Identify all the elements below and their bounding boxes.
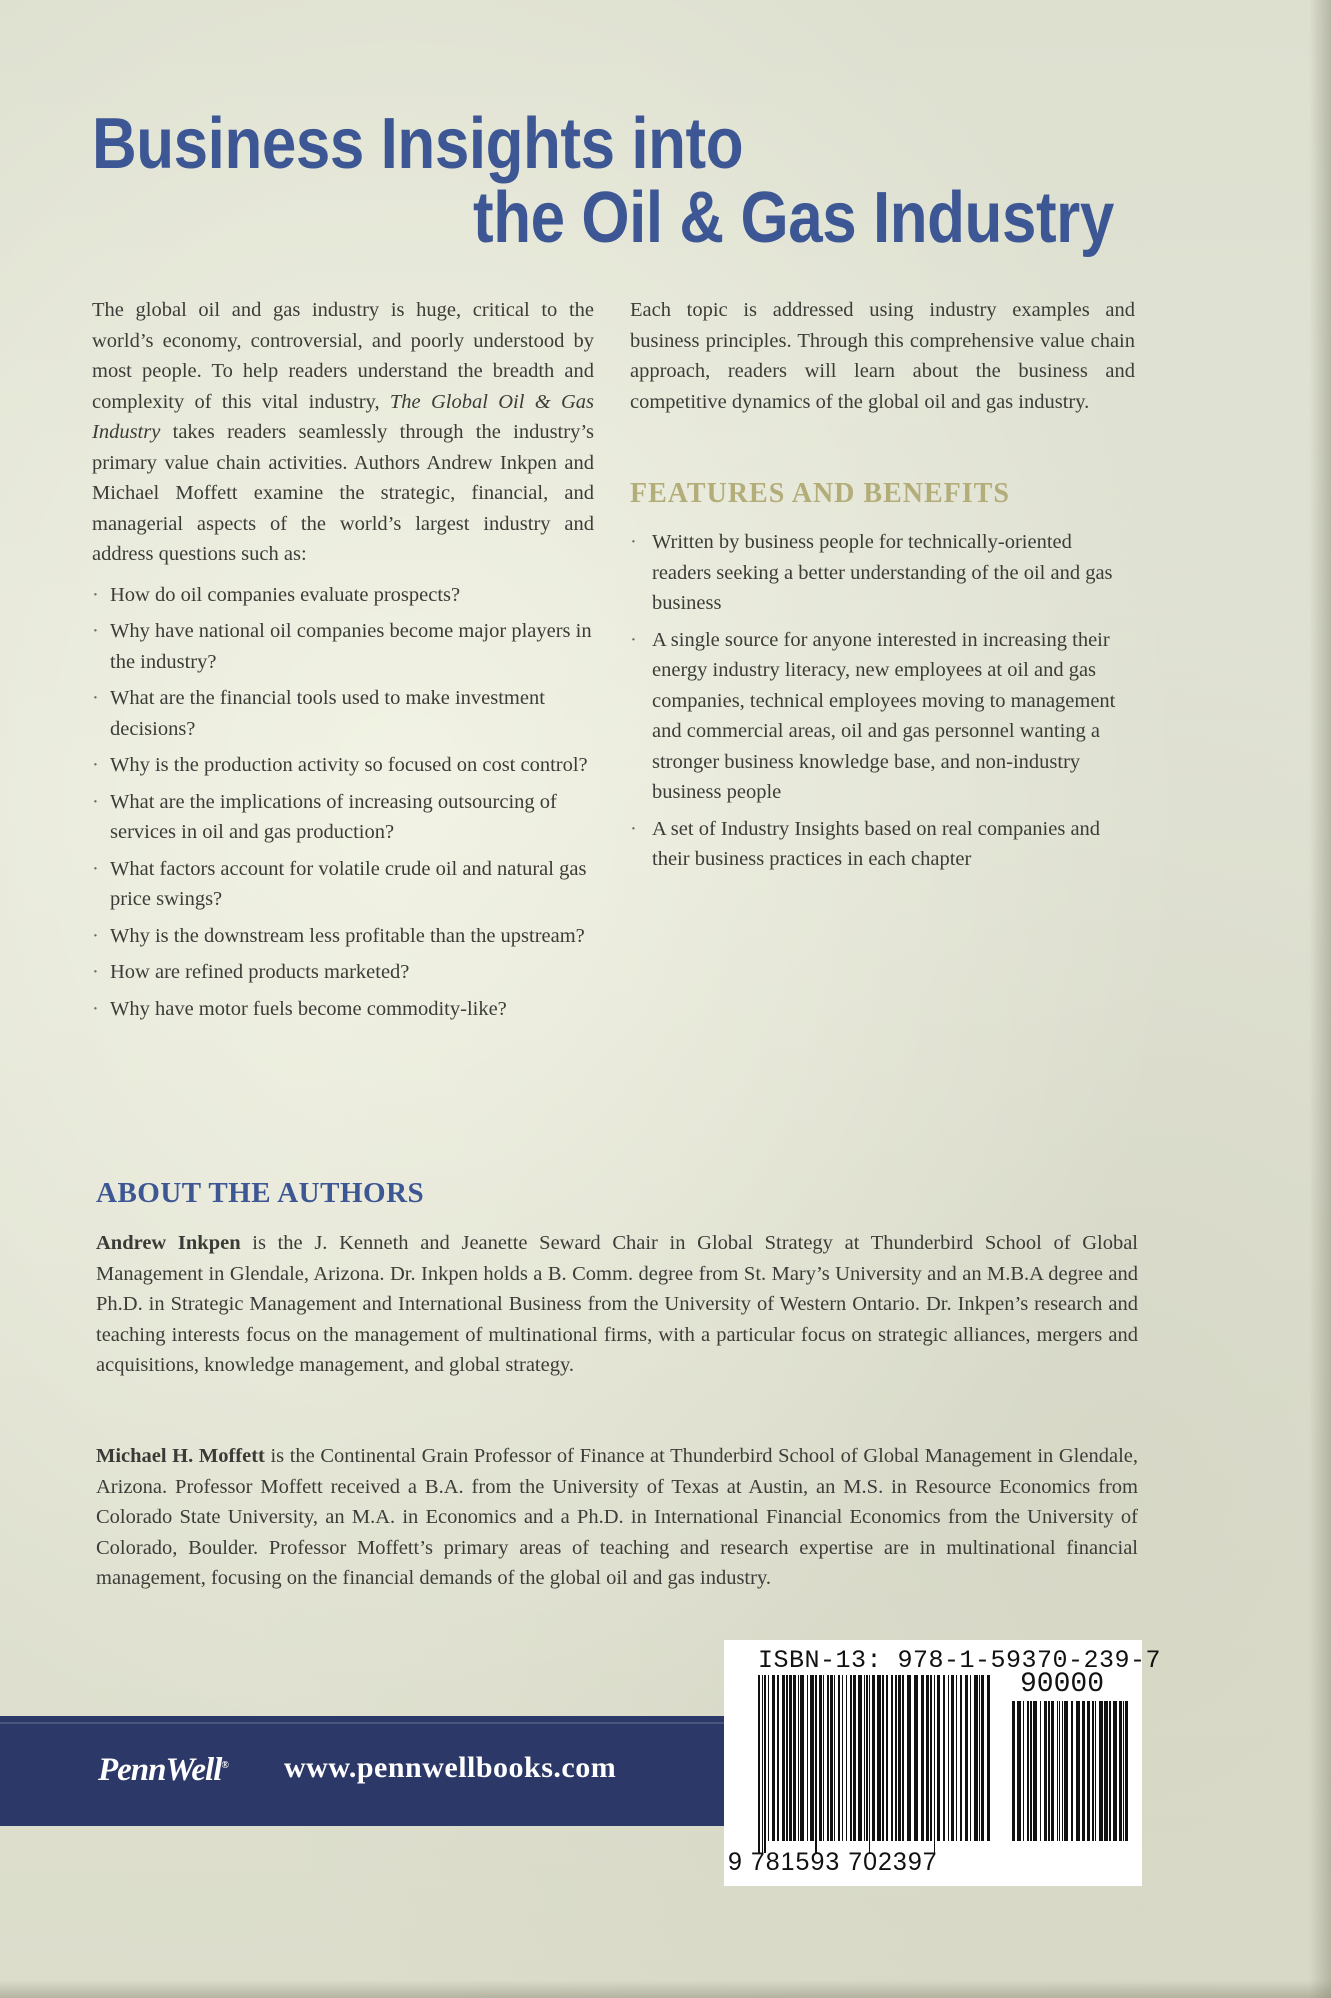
barcode-bar (842, 1675, 843, 1841)
barcode-bar (979, 1675, 980, 1841)
barcode-bar (827, 1675, 829, 1841)
question-item: · What are the financial tools used to make investment decisions? (92, 683, 594, 744)
barcode-bar (1125, 1701, 1128, 1841)
author-name: Andrew Inkpen (96, 1232, 241, 1254)
barcode-bar (1048, 1701, 1050, 1841)
barcode-bar (800, 1675, 804, 1841)
barcode-bar (1057, 1701, 1058, 1841)
barcode-bar (1092, 1701, 1094, 1841)
left-column (92, 295, 594, 1030)
barcode-bar (764, 1675, 766, 1853)
barcode-bar (951, 1675, 954, 1841)
barcode-bar (965, 1675, 968, 1841)
intro-book-title: The Global Oil & Gas Industry (92, 390, 594, 443)
barcode-bar (850, 1675, 852, 1841)
question-item: · How do oil companies evaluate prospects? (92, 580, 594, 611)
isbn-label: ISBN-13: 978-1-59370-239-7 (758, 1646, 1162, 1675)
barcode-bar (1082, 1701, 1085, 1841)
barcode-bar (914, 1675, 918, 1841)
barcode-bar (777, 1675, 779, 1841)
barcode-bar (898, 1675, 901, 1841)
barcode-bar (891, 1675, 893, 1841)
pennwell-logo-text: PennWell (98, 1752, 222, 1788)
publisher-band-highlight (0, 1722, 724, 1724)
title-line-2: the Oil & Gas Industry (473, 178, 1114, 258)
right-column (630, 295, 1135, 417)
author-bio-moffett (96, 1441, 1138, 1594)
barcode-bar (1044, 1701, 1047, 1841)
author-name: Michael H. Moffett (96, 1445, 265, 1467)
barcode-bar (834, 1675, 835, 1841)
barcode-bar (1099, 1701, 1103, 1841)
barcode-bar (1040, 1701, 1041, 1841)
barcode-bar (810, 1675, 814, 1841)
intro-paragraph (92, 295, 594, 570)
barcode-bar (974, 1675, 978, 1841)
approach-paragraph: Each topic is addressed using industry examples and business principles. Through this comprehensive value chain approach, readers will learn about the business and competitive dynamics of the global oil and gas industry. (630, 299, 1135, 413)
barcode-bar (956, 1675, 957, 1841)
barcode-bar (1109, 1701, 1111, 1841)
ean-barcode-icon (756, 1675, 994, 1853)
barcode-bar (1027, 1701, 1029, 1841)
barcode-bar (921, 1675, 924, 1841)
barcode-bar (1095, 1701, 1096, 1841)
barcode-bar (1059, 1701, 1060, 1841)
barcode-bar (823, 1675, 824, 1841)
barcode-bar (798, 1675, 799, 1841)
question-item: · Why have national oil companies become major players in the industry? (92, 616, 594, 677)
question-item: · What factors account for volatile crude oil and natural gas price swings? (92, 854, 594, 915)
question-item: · Why is the downstream less profitable than the upstream? (92, 921, 594, 952)
barcode-bar (872, 1675, 875, 1841)
barcode-bar (907, 1675, 911, 1841)
barcode-bar (762, 1675, 763, 1853)
barcode-bar (877, 1675, 881, 1841)
barcode-bar (830, 1675, 833, 1841)
barcode-bar (930, 1675, 932, 1841)
barcode-bar (869, 1675, 870, 1853)
barcode-bar (902, 1675, 904, 1841)
barcode-bar (838, 1675, 840, 1841)
question-item: · What are the implications of increasing outsourcing of services in oil and gas production? (92, 787, 594, 848)
barcode-bar (772, 1675, 775, 1841)
barcode-bar (815, 1675, 817, 1853)
barcode-bar (768, 1675, 769, 1841)
barcode-bar (960, 1675, 962, 1841)
barcode-bar (793, 1675, 796, 1841)
barcode-bar (1104, 1701, 1108, 1841)
features-heading: FEATURES AND BENEFITS (630, 478, 1010, 509)
barcode-bar (1087, 1701, 1090, 1841)
barcode-bar (1023, 1701, 1024, 1841)
barcode-bar (853, 1675, 856, 1841)
barcode-bar (1123, 1701, 1124, 1841)
barcode-bar (866, 1675, 868, 1841)
barcode-bar (886, 1675, 888, 1841)
barcode-bar (937, 1675, 940, 1841)
publisher-website-link[interactable]: www.pennwellbooks.com (284, 1751, 617, 1784)
features-list (630, 527, 1135, 881)
feature-item: · A set of Industry Insights based on real companies and their business practices in each chapter (630, 814, 1135, 875)
barcode-bar (789, 1675, 792, 1841)
barcode-bar (1062, 1701, 1063, 1841)
barcode-bar (895, 1675, 897, 1841)
barcode-bar (926, 1675, 929, 1841)
barcode-bar (1033, 1701, 1037, 1841)
barcode-bar (1071, 1701, 1073, 1841)
author-bio-inkpen (96, 1228, 1138, 1381)
author-bio-text: is the J. Kenneth and Jeanette Seward Chair in Global Strategy at Thunderbird School of Global Management in Glendale, Arizona. Dr. Inkpen holds a B. Comm. degree from St. Mary’s University and an M.B.A degree and Ph.D. in Strategic Management and International Business from the University of Western Ontario. Dr. Inkpen’s research and teaching interests focus on the management of multinational firms, with a particular focus on strategic alliances, mergers and acquisitions, knowledge management, and global strategy. (96, 1232, 1138, 1376)
barcode-bar (846, 1675, 847, 1841)
feature-item: · A single source for anyone interested in increasing their energy industry literacy, new employees at oil and gas companies, technical employees moving to management and commercial areas, oil and gas personnel wanting a stronger business knowledge base, and non-industry business people (630, 625, 1135, 808)
barcode-bar (970, 1675, 971, 1841)
barcode-bar (1064, 1701, 1068, 1841)
barcode-bar (864, 1675, 865, 1841)
barcode-bar (758, 1675, 760, 1853)
question-item: · Why have motor fuels become commodity-like? (92, 994, 594, 1025)
barcode-bar (981, 1675, 984, 1841)
about-authors-heading: ABOUT THE AUTHORS (96, 1177, 425, 1209)
barcode-bar (807, 1675, 808, 1841)
barcode-bar (987, 1675, 990, 1841)
title-line-1: Business Insights into (92, 104, 744, 184)
barcode-bar (1030, 1701, 1032, 1841)
barcode-bar (882, 1675, 884, 1841)
barcode-bar (786, 1675, 788, 1841)
barcode-bar (858, 1675, 862, 1841)
price-code: 90000 (1020, 1669, 1105, 1700)
barcode-bar (1017, 1701, 1021, 1841)
question-item: · Why is the production activity so focused on cost control? (92, 750, 594, 781)
addon-barcode-icon (1010, 1701, 1132, 1853)
author-bio-text: is the Continental Grain Professor of Finance at Thunderbird School of Global Management in Glendale, Arizona. Professor Moffett received a B.A. from the University of Texas at Austin, an M.S. in Resource Economics from Colorado State University, an M.A. in Economics and a Ph.D. in International Financial Economics from the University of Colorado, Boulder. Professor Moffett’s primary areas of teaching and research expertise are in multinational financial management, focusing on the financial demands of the global oil and gas industry. (96, 1445, 1138, 1589)
pennwell-logo (98, 1752, 228, 1789)
question-item: · How are refined products marketed? (92, 957, 594, 988)
barcode-bar (782, 1675, 785, 1841)
barcode-bar (819, 1675, 822, 1841)
spine-shadow (1309, 0, 1331, 1998)
bottom-shadow (0, 1980, 1331, 1998)
intro-part-2: takes readers seamlessly through the industry’s primary value chain activities. Authors Andrew Inkpen and Michael Moffett examine the strategic, financial, and managerial aspects of the world’s largest industry and address questions such as: (92, 421, 594, 565)
barcode-bar (934, 1675, 935, 1853)
barcode-bar (943, 1675, 945, 1841)
barcode-bar (1012, 1701, 1015, 1841)
barcode-bar (1051, 1701, 1054, 1841)
intro-part-1: The global oil and gas industry is huge, critical to the world’s economy, controversial, and poorly understood by most people. To help readers understand the breadth and complexity of this vital industry, (92, 299, 594, 413)
barcode-bar (1076, 1701, 1080, 1841)
barcode-bar (1113, 1701, 1117, 1841)
ean-digits: 9 781593 702397 (728, 1848, 938, 1876)
feature-item: · Written by business people for technically-oriented readers seeking a better understanding of the oil and gas business (630, 527, 1135, 619)
questions-list (92, 580, 594, 1025)
barcode-bar (948, 1675, 949, 1841)
barcode-bar (1119, 1701, 1122, 1841)
registered-mark: ® (221, 1760, 228, 1771)
